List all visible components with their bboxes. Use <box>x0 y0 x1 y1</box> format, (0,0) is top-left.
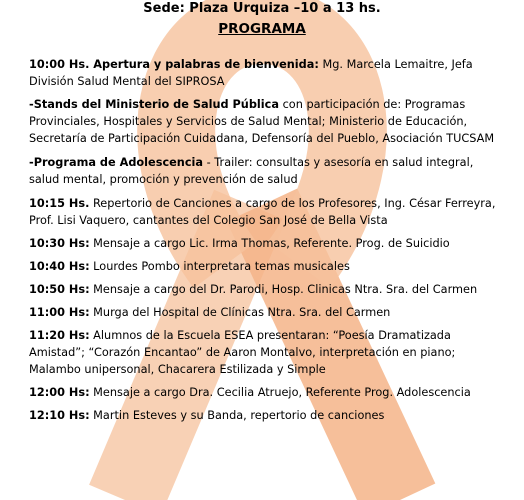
item-lead: 11:20 Hs: <box>29 329 90 342</box>
item-lead: 10:40 Hs: <box>29 260 90 273</box>
item-lead: -Stands del Ministerio de Salud Pública <box>29 98 279 111</box>
item-text: Repertorio de Canciones a cargo de los Profesores, Ing. César Ferreyra, Prof. Lisi Vaquero, cantantes del Colegio San José de Bella Vista <box>29 197 496 227</box>
item-text: Mg. Marcela Lemaitre, Jefa División Salud Mental del SIPROSA <box>29 58 473 88</box>
item-lead: 10:30 Hs: <box>29 237 90 250</box>
item-lead: -Programa de Adolescencia <box>29 156 204 169</box>
program-title: PROGRAMA <box>218 21 306 37</box>
item-text: con participación de: Programas Provinciales, Hospitales y Servicios de Salud Mental; Ministerio de Educación, Secretaría de Participación Cuidadana, Defensoría del Pueblo, Asociación TUCSAM <box>29 98 495 145</box>
item-lead: 10:15 Hs. <box>29 197 90 210</box>
item-text: Murga del Hospital de Clínicas Ntra. Sra. del Carmen <box>89 306 391 319</box>
item-lead: 10:50 Hs: <box>29 283 90 296</box>
program-item <box>29 154 501 188</box>
item-text: Mensaje a cargo Lic. Irma Thomas, Referente. Prog. de Suicidio <box>89 237 450 250</box>
item-lead: 10:00 Hs. Apertura y palabras de bienvenida: <box>29 58 319 71</box>
item-text: Alumnos de la Escuela ESEA presentaran: “Poesía Dramatizada Amistad”; “Corazón Encantao” de Aaron Montalvo, interpretación en piano; Malambo unipersonal, Chacarera Estilizada y Simple <box>29 329 456 376</box>
program-item <box>29 235 501 252</box>
program-item <box>29 96 501 147</box>
program-item <box>29 258 501 275</box>
program-item <box>29 281 501 298</box>
item-lead: 11:00 Hs: <box>29 306 90 319</box>
venue-line: Sede: Plaza Urquiza –10 a 13 hs. <box>143 1 381 16</box>
program-item <box>29 327 501 378</box>
program-item <box>29 407 501 424</box>
item-text: - Trailer: consultas y asesoría en salud integral, salud mental, promoción y prevención de salud <box>29 156 474 186</box>
item-text: Martin Esteves y su Banda, repertorio de canciones <box>89 409 385 422</box>
item-text: Mensaje a cargo del Dr. Parodi, Hosp. Clinicas Ntra. Sra. del Carmen <box>89 283 478 296</box>
program-item <box>29 195 501 229</box>
program-item <box>29 384 501 401</box>
program-list <box>29 56 501 424</box>
item-lead: 12:10 Hs: <box>29 409 90 422</box>
item-lead: 12:00 Hs: <box>29 386 90 399</box>
item-text: Mensaje a cargo Dra. Cecilia Atruejo, Referente Prog. Adolescencia <box>89 386 471 399</box>
program-item <box>29 304 501 321</box>
program-item <box>29 56 501 90</box>
item-text: Lourdes Pombo interpretara temas musicales <box>89 260 350 273</box>
